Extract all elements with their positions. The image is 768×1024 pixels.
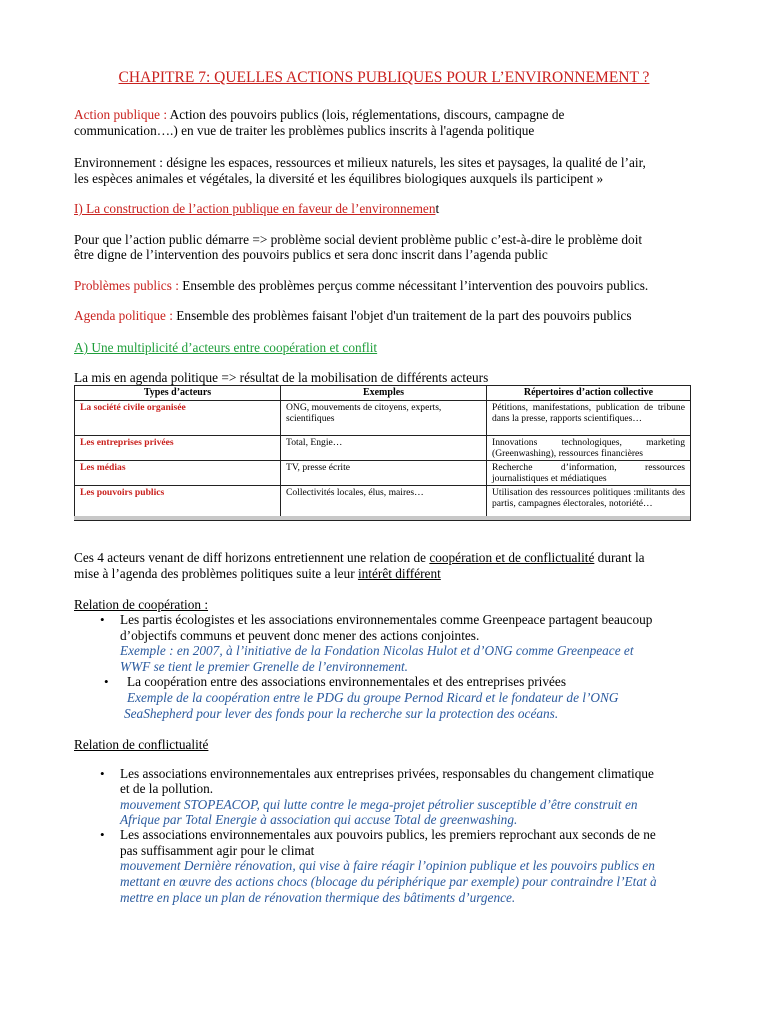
example-cell: Collectivités locales, élus, maires… [281,486,487,521]
definition-environnement: Environnement : désigne les espaces, ressources et milieux naturels, les sites et paysages, la qualité de l’air, [74,155,646,170]
cooperation-item-1: Les partis écologistes et les associations environnementales comme Greenpeace partagent beaucoup [120,612,653,627]
cooperation-example-1: Exemple : en 2007, à l’initiative de la Fondation Nicolas Hulot et d’ONG comme Greenpeace et [120,643,634,658]
table-row [75,401,691,436]
heading-conflictualite: Relation de conflictualité [74,737,209,752]
definition-problemes-publics [74,278,648,294]
section-heading-1 [74,201,439,217]
bullet: • [100,612,105,627]
term-problemes-publics: Problèmes publics : [74,278,179,293]
cooperation-example-2: Exemple de la coopération entre le PDG du groupe Pernod Ricard et le fondateur de l’ONG [127,690,619,705]
repertoire-cell: Pétitions, manifestations, publication de tribune dans la presse, rapports scientifiques… [487,401,691,436]
conflict-item-1: Les associations environnementales aux entreprises privées, responsables du changement climatique [120,766,654,781]
table-header-row [75,386,691,401]
example-cell: TV, presse écrite [281,461,487,486]
paragraph-actors-line2 [74,566,441,582]
actor-cell: La société civile organisée [75,401,281,436]
definition-agenda-politique [74,308,632,324]
conflict-example-2-line2: mettant en œuvre des actions chocs (blocage du périphérique par exemple) pour contraindre l’Etat à [120,874,657,889]
definition-text: Ensemble des problèmes faisant l'objet d'un traitement de la part des pouvoirs publics [172,308,632,323]
cooperation-item-1-line2: d’objectifs communs et peuvent donc mener des actions conjointes. [120,628,480,643]
section-heading-1-text: I) La construction de l’action publique en faveur de l’environnemen [74,201,436,216]
table-row [75,436,691,461]
conflict-item-1-line2: et de la pollution. [120,781,214,796]
emphasis-cooperation: coopération et de conflictualité [429,550,595,565]
cooperation-item-2: La coopération entre des associations environnementales et des entreprises privées [127,674,567,689]
page-title: CHAPITRE 7: QUELLES ACTIONS PUBLIQUES POUR L’ENVIRONNEMENT ? [118,69,650,86]
header-types-acteurs: Types d’acteurs [75,386,281,401]
actors-table [74,385,691,521]
paragraph-text: Ces 4 acteurs venant de diff horizons entretiennent une relation de [74,550,430,565]
repertoire-cell: Recherche d’information, ressources journalistiques et médiatiques [487,461,691,486]
heading-cooperation: Relation de coopération : [74,597,209,612]
header-exemples: Exemples [281,386,487,401]
term-action-publique: Action publique : [74,107,168,122]
definition-environnement-line2: les espèces animales et végétales, la diversité et les équilibres biologiques auxquels ils participent » [74,171,604,186]
definition-action-publique [74,107,564,123]
definition-action-publique-line2: communication….) en vue de traiter les problèmes publics inscrits à l'agenda politique [74,123,535,138]
conflict-example-1-line2: Afrique par Total Energie à association qui accuse Total de greenwashing. [120,812,518,827]
example-cell: Total, Engie… [281,436,487,461]
table-intro: La mis en agenda politique => résultat de la mobilisation de différents acteurs [74,370,489,385]
conflict-example-2: mouvement Dernière rénovation, qui vise à faire réagir l’opinion publique et les pouvoirs publics en [120,858,655,873]
section-heading-a: A) Une multiplicité d’acteurs entre coopération et conflit [74,340,378,355]
header-repertoires: Répertoires d’action collective [487,386,691,401]
conflict-item-2: Les associations environnementales aux pouvoirs publics, les premiers reprochant aux seconds de ne [120,827,656,842]
conflict-example-2-line3: mettre en place un plan de rénovation thermique des bâtiments d’urgence. [120,890,516,905]
table-row [75,461,691,486]
bullet: • [104,674,109,689]
bullet: • [100,766,105,781]
section-heading-1-tail: t [435,201,440,216]
bullet: • [100,827,105,842]
conflict-example-1: mouvement STOPEACOP, qui lutte contre le mega-projet pétrolier susceptible d’être construit en [120,797,638,812]
paragraph-actors [74,550,645,566]
repertoire-cell: Utilisation des ressources politiques :militants des partis, campagnes électorales, notoriété… [487,486,691,521]
cooperation-example-2-line2: SeaShepherd pour lever des fonds pour la recherche sur la protection des océans. [124,706,559,721]
actor-cell: Les pouvoirs publics [75,486,281,521]
cooperation-example-1-line2: WWF se tient le premier Grenelle de l’environnement. [120,659,408,674]
paragraph-text: durant la [594,550,645,565]
definition-text: Action des pouvoirs publics (lois, réglementations, discours, campagne de [167,107,565,122]
example-cell: ONG, mouvements de citoyens, experts, scientifiques [281,401,487,436]
emphasis-interet: intérêt différent [357,566,441,581]
actor-cell: Les médias [75,461,281,486]
paragraph-action-start-line2: être digne de l’intervention des pouvoirs publics et sera donc inscrit dans l’agenda public [74,247,548,262]
term-agenda-politique: Agenda politique : [74,308,173,323]
table-bottom-shadow [74,516,690,520]
repertoire-cell: Innovations technologiques, marketing (Greenwashing), ressources financières [487,436,691,461]
paragraph-action-start: Pour que l’action public démarre => problème social devient problème public c’est-à-dire le problème doit [74,232,643,247]
conflict-item-2-line2: pas suffisamment agir pour le climat [120,843,315,858]
actor-cell: Les entreprises privées [75,436,281,461]
paragraph-text: mise à l’agenda des problèmes politiques suite a leur [74,566,358,581]
definition-text: Ensemble des problèmes perçus comme nécessitant l’intervention des pouvoirs publics. [178,278,649,293]
